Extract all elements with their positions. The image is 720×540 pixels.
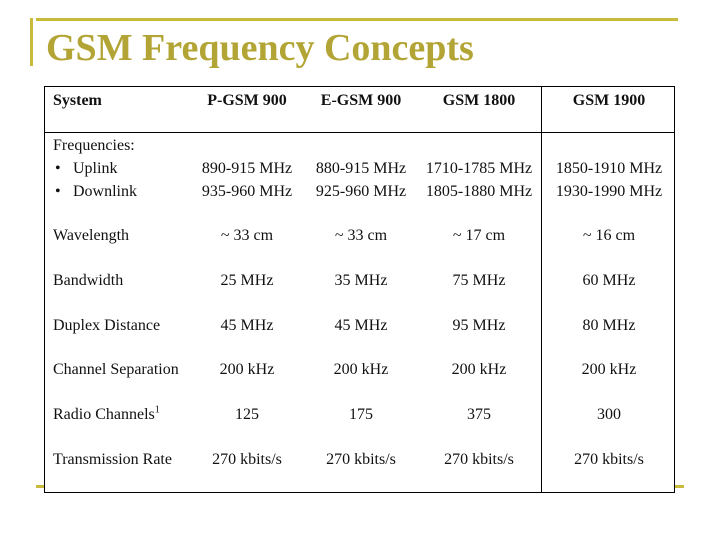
table-cell: 95 MHz [452, 317, 506, 334]
bullet-icon: • [55, 183, 61, 200]
uplink-gsm-1800: 1710-1785 MHz [425, 160, 533, 177]
column-divider [541, 87, 542, 492]
table-cell: ~ 33 cm [334, 227, 388, 244]
decorative-left-line [30, 18, 33, 66]
header-p-gsm-900: P-GSM 900 [207, 92, 287, 109]
uplink-label-text: Uplink [73, 160, 118, 177]
bullet-icon: • [55, 160, 61, 177]
footnote-marker: 1 [154, 404, 160, 416]
table-cell: 270 kbits/s [574, 451, 644, 468]
radio-channels-label-text: Radio Channels [53, 406, 155, 423]
decorative-top-line [36, 18, 678, 21]
uplink-label [55, 158, 117, 180]
downlink-label-text: Downlink [73, 183, 137, 200]
table-cell: 45 MHz [220, 317, 274, 334]
downlink-p-gsm-900: 935-960 MHz [201, 183, 293, 200]
table-cell: 270 kbits/s [212, 451, 282, 468]
table-cell: 270 kbits/s [326, 451, 396, 468]
header-e-gsm-900: E-GSM 900 [320, 92, 402, 109]
table-cell: 75 MHz [452, 272, 506, 289]
table-cell: 200 kHz [333, 361, 389, 378]
table-cell: 270 kbits/s [444, 451, 514, 468]
header-gsm-1900: GSM 1900 [572, 92, 646, 109]
table-cell: 25 MHz [220, 272, 274, 289]
frequencies-label: Frequencies: [53, 137, 135, 154]
table-cell: ~ 16 cm [582, 227, 636, 244]
table-cell: 300 [597, 406, 621, 423]
table-cell: 200 kHz [219, 361, 275, 378]
table-cell: 175 [349, 406, 373, 423]
table-cell: 200 kHz [581, 361, 637, 378]
uplink-p-gsm-900: 890-915 MHz [201, 160, 293, 177]
row-label-transmission-rate: Transmission Rate [53, 451, 172, 468]
table-cell: 125 [235, 406, 259, 423]
downlink-gsm-1800: 1805-1880 MHz [425, 183, 533, 200]
table-cell: 375 [467, 406, 491, 423]
header-divider [45, 132, 674, 133]
downlink-e-gsm-900: 925-960 MHz [315, 183, 407, 200]
table-cell: 60 MHz [582, 272, 636, 289]
table-cell: 200 kHz [451, 361, 507, 378]
table-cell: 80 MHz [582, 317, 636, 334]
slide-title: GSM Frequency Concepts [46, 27, 474, 69]
row-label-wavelength: Wavelength [53, 227, 130, 244]
uplink-gsm-1900: 1850-1910 MHz [555, 160, 663, 177]
table-cell: 35 MHz [334, 272, 388, 289]
row-label-bandwidth: Bandwidth [53, 272, 124, 289]
row-label-radio-channels [53, 404, 160, 426]
table-cell: ~ 17 cm [452, 227, 506, 244]
downlink-label [55, 181, 137, 203]
header-gsm-1800: GSM 1800 [442, 92, 516, 109]
row-label-channel-separation: Channel Separation [53, 361, 179, 378]
uplink-e-gsm-900: 880-915 MHz [315, 160, 407, 177]
row-label-duplex-distance: Duplex Distance [53, 317, 161, 334]
downlink-gsm-1900: 1930-1990 MHz [555, 183, 663, 200]
header-system: System [53, 92, 102, 109]
table-cell: 45 MHz [334, 317, 388, 334]
table-cell: ~ 33 cm [220, 227, 274, 244]
frequency-table [44, 86, 675, 493]
